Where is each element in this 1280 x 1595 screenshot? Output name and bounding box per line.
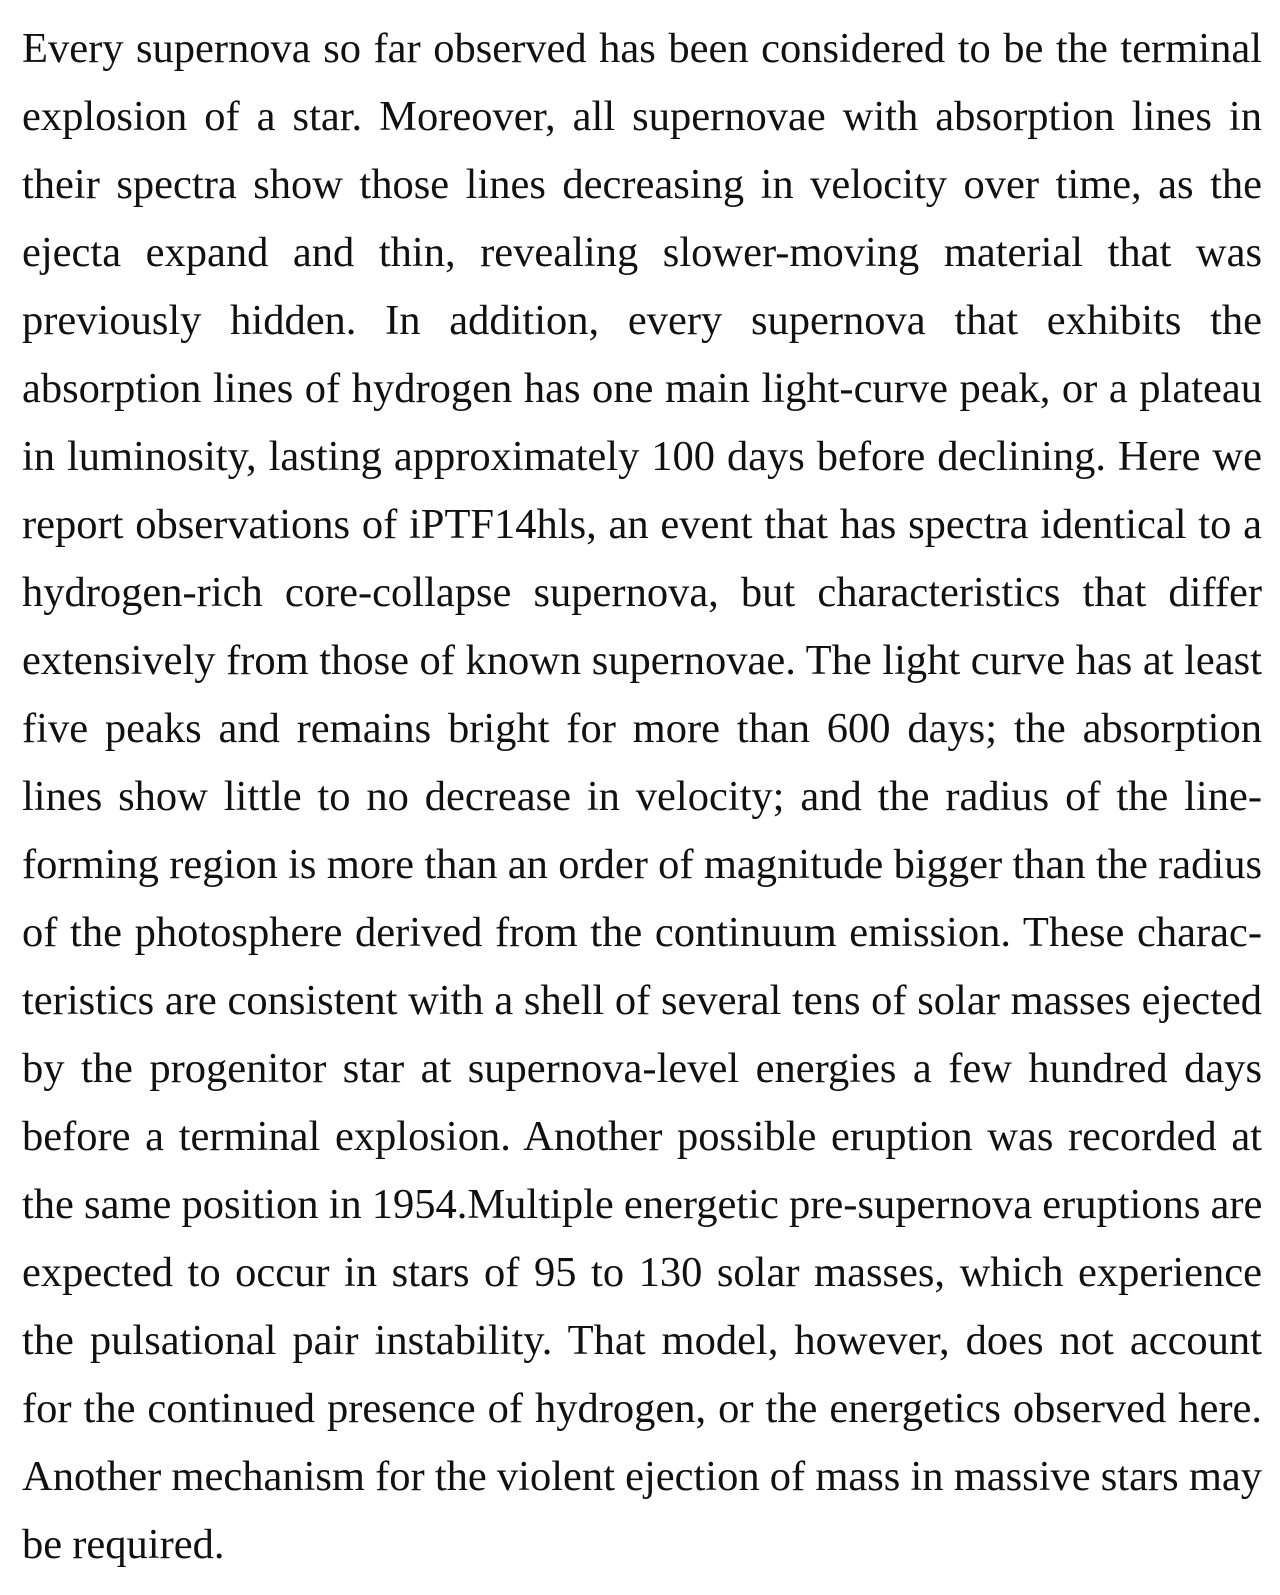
text-line: five peaks and remains bright for more than 600 days; the absorption (22, 705, 1262, 752)
text-line: expected to occur in stars of 95 to 130 solar masses, which experience (22, 1249, 1262, 1296)
text-line: the pulsational pair instability. That model, however, does not account (22, 1317, 1262, 1364)
text-line: lines show little to no decrease in velocity; and the radius of the line- (22, 773, 1262, 820)
text-line: by the progenitor star at supernova-level energies a few hundred days (22, 1045, 1262, 1092)
text-line: hydrogen-rich core-collapse supernova, but characteristics that differ (22, 569, 1262, 616)
text-line: forming region is more than an order of magnitude bigger than the radius (22, 841, 1262, 888)
text-line: Another mechanism for the violent ejection of mass in massive stars may (22, 1453, 1262, 1500)
abstract-text-block (22, 15, 1262, 1579)
text-line: teristics are consistent with a shell of several tens of solar masses ejected (22, 977, 1262, 1024)
text-line: the same position in 1954.Multiple energetic pre-supernova eruptions are (22, 1181, 1263, 1228)
text-line: in luminosity, lasting approximately 100 days before declining. Here we (22, 433, 1262, 480)
text-line: extensively from those of known supernovae. The light curve has at least (22, 637, 1262, 684)
text-line: absorption lines of hydrogen has one main light-curve peak, or a plateau (22, 365, 1262, 412)
text-line: before a terminal explosion. Another possible eruption was recorded at (22, 1113, 1262, 1160)
text-line: ejecta expand and thin, revealing slower-moving material that was (22, 229, 1262, 276)
text-line-last: be required. (22, 1521, 225, 1568)
text-line: previously hidden. In addition, every supernova that exhibits the (22, 297, 1262, 344)
text-line: Every supernova so far observed has been considered to be the terminal (22, 25, 1262, 72)
text-line: report observations of iPTF14hls, an event that has spectra identical to a (22, 501, 1262, 548)
text-line: explosion of a star. Moreover, all supernovae with absorption lines in (22, 93, 1262, 140)
text-line: of the photosphere derived from the continuum emission. These charac- (22, 909, 1262, 956)
text-line: for the continued presence of hydrogen, or the energetics observed here. (22, 1385, 1262, 1432)
text-line: their spectra show those lines decreasing in velocity over time, as the (22, 161, 1262, 208)
